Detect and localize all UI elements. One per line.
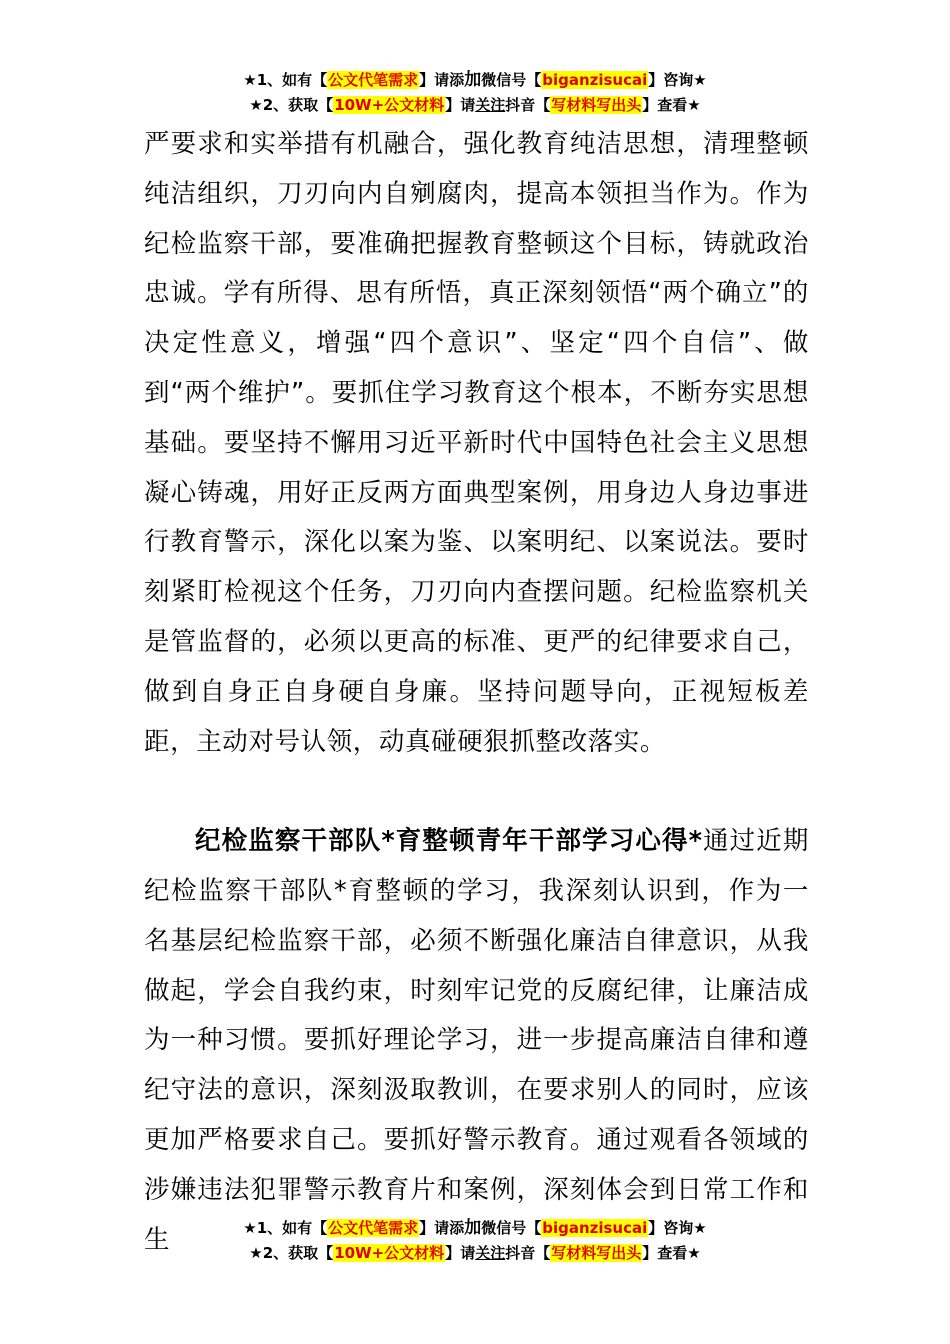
section-title: 纪检监察干部队*育整顿青年干部学习心得* (195, 826, 703, 857)
body-paragraph-1: 严要求和实举措有机融合，强化教育纯洁思想，清理整顿纯洁组织，刀刃向内自剜腐肉，提高本领担当作为。作为纪检监察干部，要准确把握教育整顿这个目标，铸就政治忠诚。学有所得、思有所悟，真正深刻领悟“两个确立”的决定性意义，增强“四个意识”、坚定“四个自信”、做到“两个维护”。要抓住学习教育这个根本，不断夯实思想基础。要坚持不懈用习近平新时代中国特色社会主义思想凝心铸魂，用好正反两方面典型案例，用身边人身边事进行教育警示，深化以案为鉴、以案明纪、以案说法。要时刻紧盯检视这个任务，刀刃向内查摆问题。纪检监察机关是管监督的，必须以更高的标准、更严的纪律要求自己，做到自身正自身硬自身廉。坚持问题导向，正视短板差距，主动对号认领，动真碰硬狠抓整改落实。 (144, 129, 810, 757)
promo-line-2: ★2、获取【10W+公文材料】请关注抖音【写材料写出头】查看★ (249, 1244, 701, 1262)
promo-line-1: ★1、如有【公文代笔需求】请添加微信号【biganzisucai】咨询★ (243, 1218, 707, 1238)
document-body (144, 120, 809, 1265)
promo-line-2: ★2、获取【10W+公文材料】请关注抖音【写材料写出头】查看★ (249, 96, 701, 114)
highlight-service: 公文代笔需求 (328, 71, 419, 89)
highlight-douyin-account: 写材料写出头 (551, 96, 642, 114)
highlight-materials: 10W+公文材料 (334, 96, 445, 114)
highlight-wechat-id: biganzisucai (542, 71, 648, 89)
header-promo-banner (0, 68, 950, 118)
highlight-wechat-id: biganzisucai (542, 1219, 648, 1237)
footer-promo-banner (0, 1216, 950, 1266)
highlight-douyin-account: 写材料写出头 (551, 1244, 642, 1262)
promo-line-1: ★1、如有【公文代笔需求】请添加微信号【biganzisucai】咨询★ (243, 70, 707, 90)
highlight-materials: 10W+公文材料 (334, 1244, 445, 1262)
highlight-service: 公文代笔需求 (328, 1219, 419, 1237)
body-paragraph-2: 纪检监察干部队*育整顿青年干部学习心得*通过近期纪检监察干部队*育整顿的学习，我深刻认识到，作为一名基层纪检监察干部，必须不断强化廉洁自律意识，从我做起，学会自我约束，时刻牢记党的反腐纪律，让廉洁成为一种习惯。要抓好理论学习，进一步提高廉洁自律和遵纪守法的意识，深刻汲取教训，在要求别人的同时，应该更加严格要求自己。要抓好警示教育。通过观看各领域的涉嫌违法犯罪警示教育片和案例，深刻体会到日常工作和生 (144, 826, 810, 1255)
